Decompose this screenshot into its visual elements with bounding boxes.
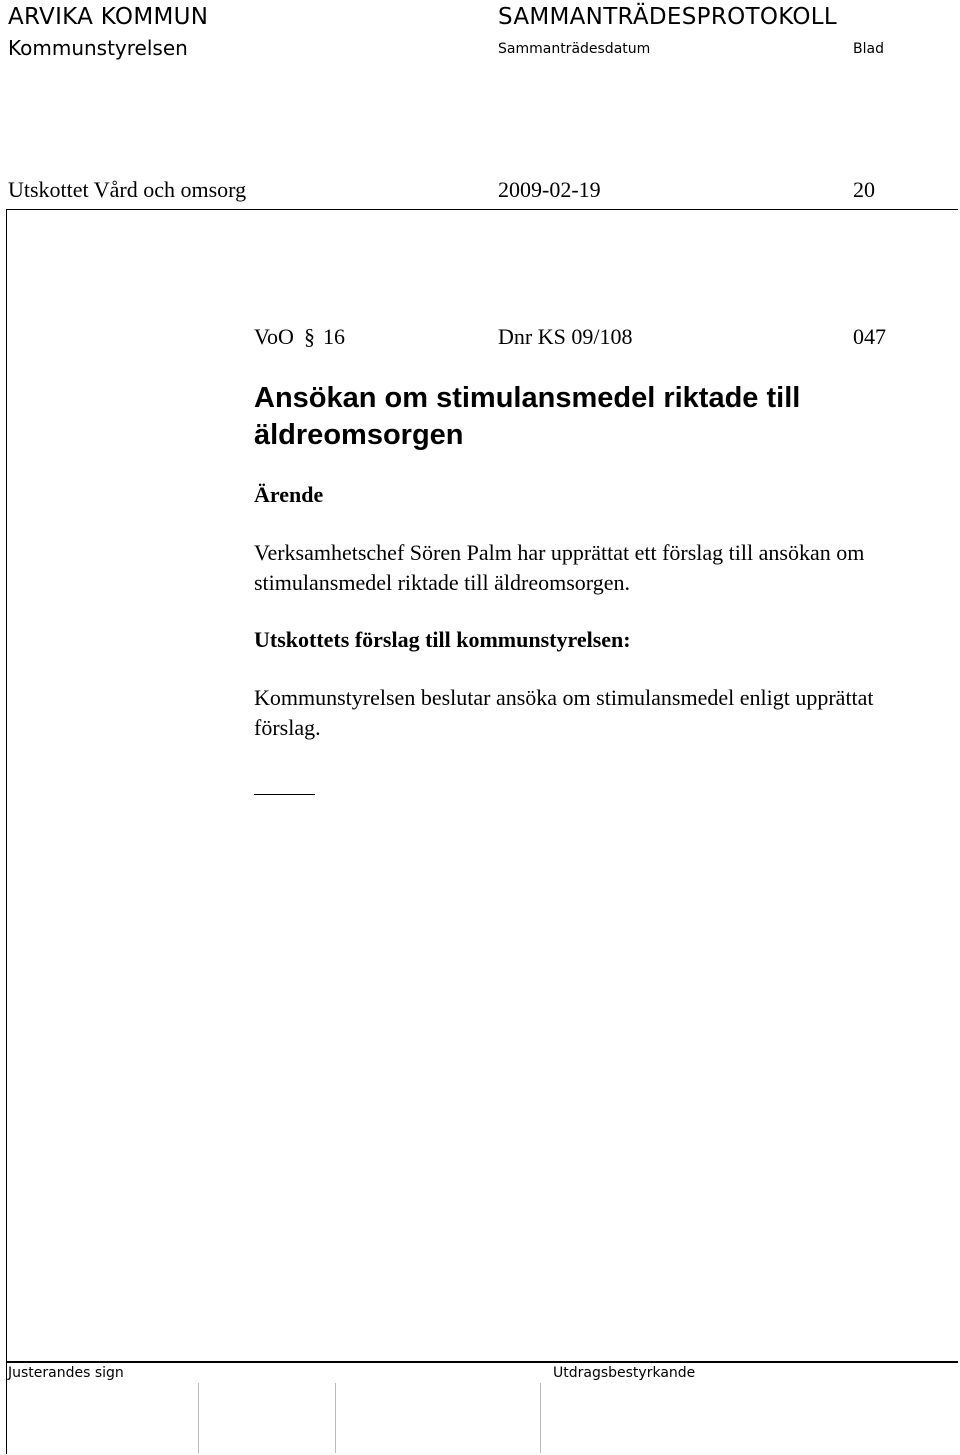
meeting-date: 2009-02-19 (498, 177, 601, 202)
case-number: 16 (322, 324, 345, 349)
case-code: 047 (853, 324, 886, 349)
diary-number: Dnr KS 09/108 (498, 324, 633, 349)
left-margin-line (6, 209, 7, 1454)
arende-heading: Ärende (254, 482, 324, 507)
department-name: Kommunstyrelsen (8, 36, 188, 60)
proposal-text: Kommunstyrelsen beslutar ansöka om stimulansmedel enligt upprättat förslag. (254, 685, 874, 740)
document-type: SAMMANTRÄDESPROTOKOLL (498, 4, 838, 30)
committee-name: Utskottet Vård och omsorg (8, 177, 247, 202)
case-reference (254, 324, 345, 350)
section-end-rule (254, 794, 315, 795)
footer-divider (6, 1361, 958, 1363)
signature-box-divider (335, 1383, 336, 1453)
paragraph-sign: § (303, 324, 315, 349)
case-prefix: VoO (254, 324, 294, 349)
signature-box-divider (540, 1383, 541, 1453)
utdragsbestyrkande-label: Utdragsbestyrkande (553, 1365, 696, 1381)
page-label: Blad (853, 41, 884, 57)
signature-box-divider (198, 1383, 199, 1453)
header-divider (6, 209, 958, 210)
justerandes-sign-label: Justerandes sign (8, 1365, 124, 1381)
page-number: 20 (853, 177, 875, 202)
date-label: Sammanträdesdatum (498, 41, 651, 57)
organization-name: ARVIKA KOMMUN (8, 4, 209, 30)
proposal-heading: Utskottets förslag till kommunstyrelsen: (254, 627, 631, 652)
case-title: Ansökan om stimulansmedel riktade till äldreomsorgen (254, 382, 801, 451)
arende-text: Verksamhetschef Sören Palm har upprättat ett förslag till ansökan om stimulansmedel riktade till äldreomsorgen. (254, 540, 865, 595)
